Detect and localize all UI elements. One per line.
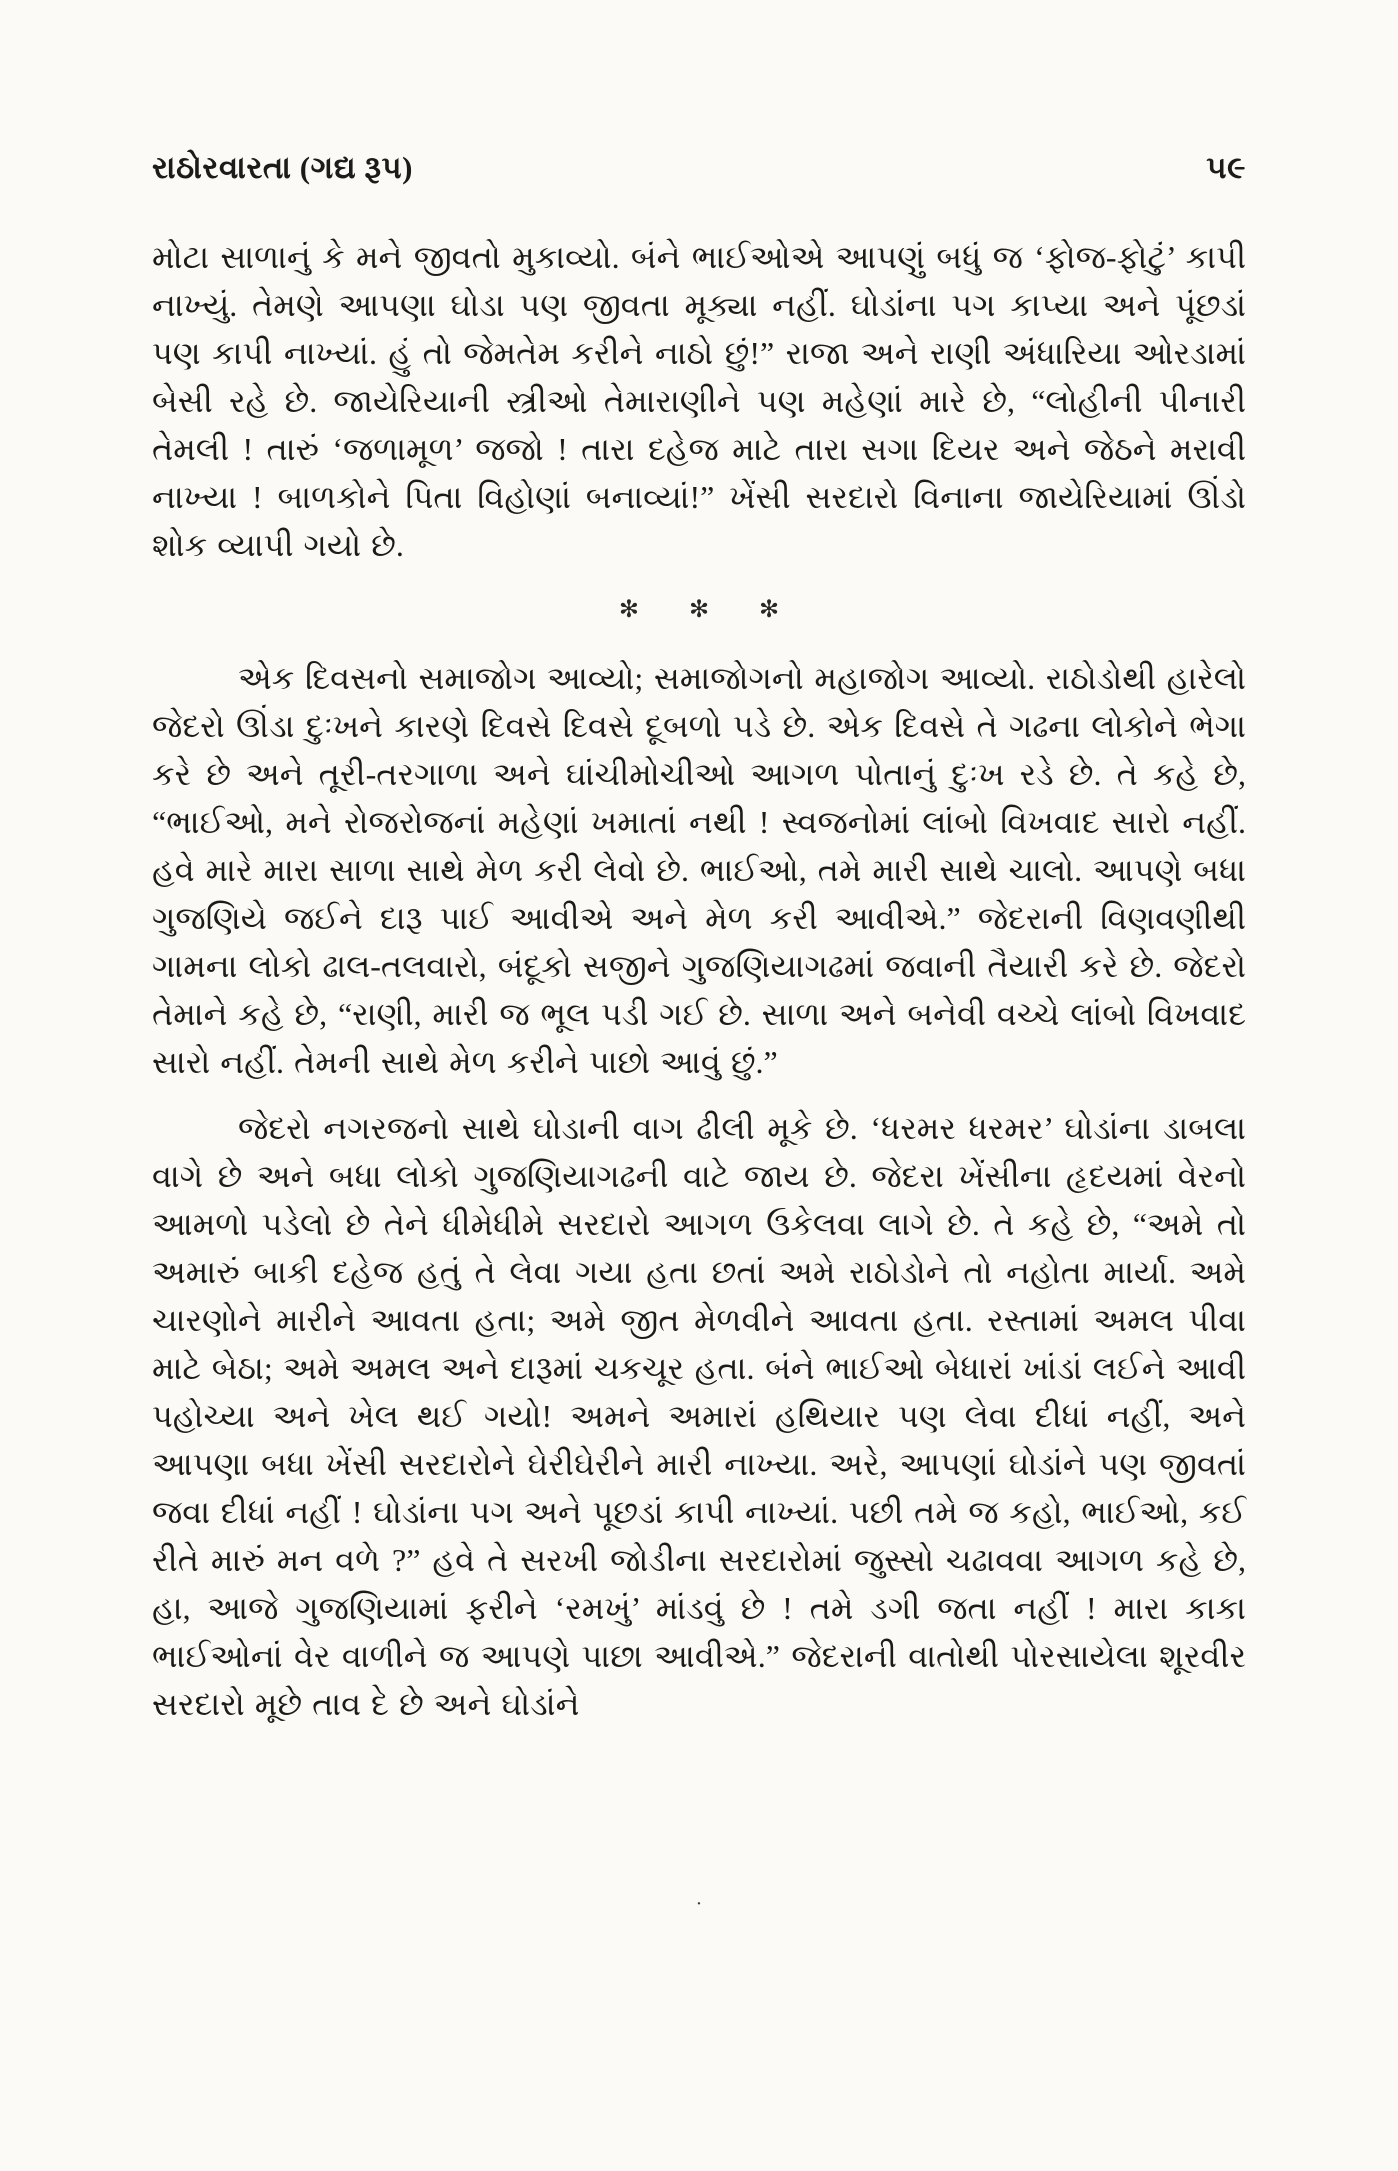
running-title: રાઠોરવારતા (ગદ્ય રૂપ)	[152, 150, 413, 185]
page-header	[152, 150, 1246, 187]
paragraph: એક દિવસનો સમાજોગ આવ્યો; સમાજોગનો મહાજોગ આવ્યો. રાઠોડોથી હારેલો જેદરો ઊંડા દુઃખને કારણે દિવસે દિવસે દૂબળો પડે છે. એક દિવસે તે ગઢના લોકોને ભેગા કરે છે અને તૂરી-તરગાળા અને ઘાંચીમોચીઓ આગળ પોતાનું દુઃખ રડે છે. તે કહે છે, “ભાઈઓ, મને રોજરોજનાં મહેણાં ખમાતાં નથી ! સ્વજનોમાં લાંબો વિખવાદ સારો નહીં. હવે મારે મારા સાળા સાથે મેળ કરી લેવો છે. ભાઈઓ, તમે મારી સાથે ચાલો. આપણે બધા ગુજણિયે જઈને દારૂ પાઈ આવીએ અને મેળ કરી આવીએ.” જેદરાની વિણવણીથી ગામના લોકો ઢાલ-તલવારો, બંદૂકો સજીને ગુજણિયાગઢમાં જવાની તૈયારી કરે છે. જેદરો તેમાને કહે છે, “રાણી, મારી જ ભૂલ પડી ગઈ છે. સાળા અને બનેવી વચ્ચે લાંબો વિખવાદ સારો નહીં. તેમની સાથે મેળ કરીને પાછો આવું છું.”	[152, 660, 1246, 1080]
paragraph: જેદરો નગરજનો સાથે ઘોડાની વાગ ઢીલી મૂકે છે. ‘ધરમર ધરમર’ ઘોડાંના ડાબલા વાગે છે અને બધા લોકો ગુજણિયાગઢની વાટે જાય છે. જેદરા ખેંસીના હૃદયમાં વેરનો આમળો પડેલો છે તેને ધીમેધીમે સરદારો આગળ ઉકેલવા લાગે છે. તે કહે છે, “અમે તો અમારું બાકી દહેજ હતું તે લેવા ગયા હતા છતાં અમે રાઠોડોને તો નહોતા માર્યા. અમે ચારણોને મારીને આવતા હતા; અમે જીત મેળવીને આવતા હતા. રસ્તામાં અમલ પીવા માટે બેઠા; અમે અમલ અને દારૂમાં ચકચૂર હતા. બંને ભાઈઓ બેધારાં ખાંડાં લઈને આવી પહોચ્યા અને ખેલ થઈ ગયો! અમને અમારાં હથિયાર પણ લેવા દીધાં નહીં, અને આપણા બધા ખેંસી સરદારોને ઘેરીઘેરીને મારી નાખ્યા. અરે, આપણાં ઘોડાંને પણ જીવતાં જવા દીધાં નહીં ! ઘોડાંના પગ અને પૂછડાં કાપી નાખ્યાં. પછી તમે જ કહો, ભાઈઓ, કઈ રીતે મારું મન વળે ?” હવે તે સરખી જોડીના સરદારોમાં જુસ્સો ચઢાવવા આગળ કહે છે, હા, આજે ગુજણિયામાં ફરીને ‘રમખું’ માંડવું છે ! તમે ડગી જતા નહીં ! મારા કાકા ભાઈઓનાં વેર વાળીને જ આપણે પાછા આવીએ.” જેદરાની વાતોથી પોરસાયેલા શૂરવીર સરદારો મૂછે તાવ દે છે અને ઘોડાંને	[152, 1110, 1246, 1722]
page-number: ૫૯	[1206, 150, 1246, 185]
section-separator-ornament: ✻ ✻ ✻	[618, 597, 802, 623]
footer-mark: ·	[695, 1893, 703, 1915]
paragraph-continuation: મોટા સાળાનું કે મને જીવતો મુકાવ્યો. બંને ભાઈઓએ આપણું બધું જ ‘ફોજ-ફોટું’ કાપી નાખ્યું. તેમણે આપણા ઘોડા પણ જીવતા મૂક્યા નહીં. ઘોડાંના પગ કાપ્યા અને પૂંછડાં પણ કાપી નાખ્યાં. હું તો જેમતેમ કરીને નાઠો છું!” રાજા અને રાણી અંધારિયા ઓરડામાં બેસી રહે છે. જાયેરિયાની સ્ત્રીઓ તેમારાણીને પણ મહેણાં મારે છે, “લોહીની પીનારી તેમલી ! તારું ‘જળામૂળ’ જજો ! તારા દહેજ માટે તારા સગા દિયર અને જેઠને મરાવી નાખ્યા ! બાળકોને પિતા વિહોણાં બનાવ્યાં!” ખેંસી સરદારો વિનાના જાયેરિયામાં ઊંડો શોક વ્યાપી ગયો છે.	[152, 239, 1246, 563]
